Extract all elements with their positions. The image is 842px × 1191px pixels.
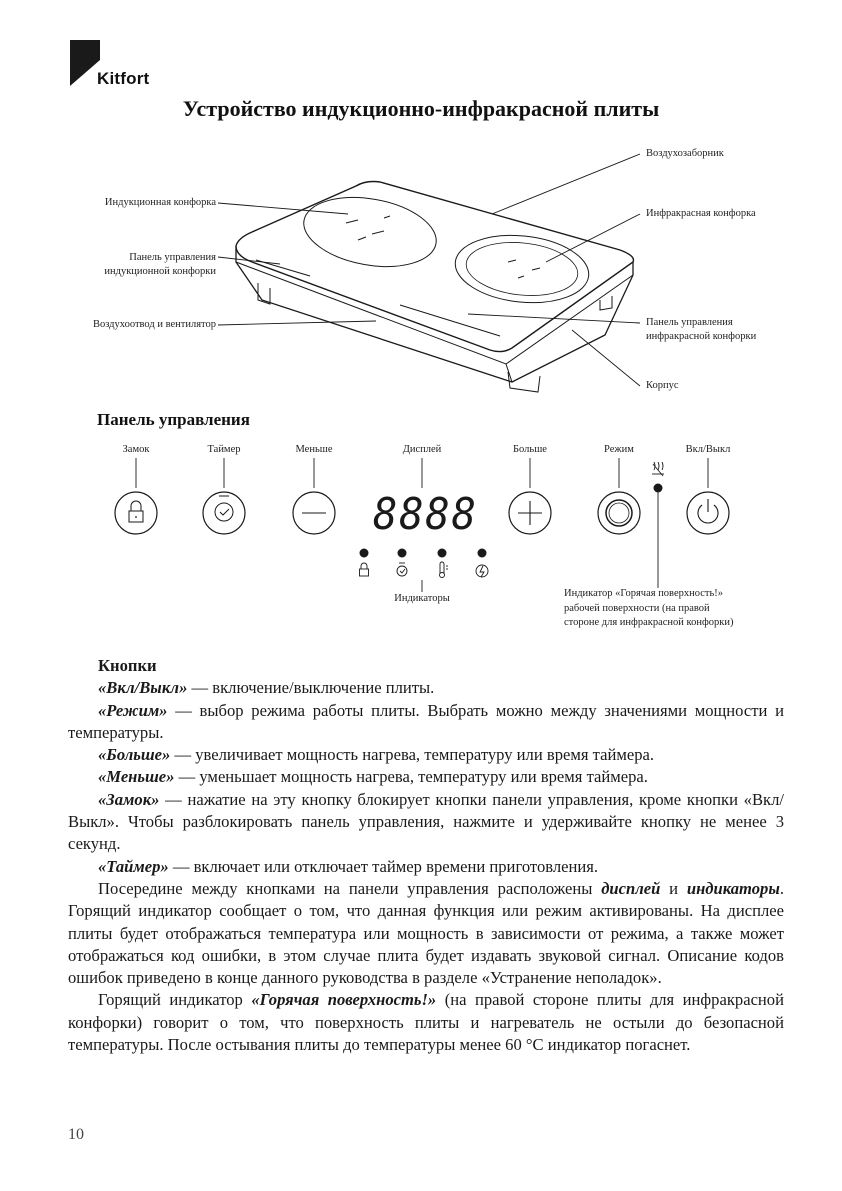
hot-surface-indicator [652,462,664,588]
para-hot-surface [68,989,784,1056]
display-digits: 8888 [373,489,478,540]
text-hot-1: Горящий индикатор [98,990,252,1010]
text-middle-1: Посередине между кнопками на панели управления расположены [98,878,602,898]
hot-surface-caption-line2: рабочей поверхности (на правой [564,602,710,614]
lock-button-label: Замок [122,444,150,455]
label-infrared-panel [646,316,756,344]
label-infrared-panel-line1: Панель управления [646,317,733,328]
para-power [68,677,784,699]
label-infrared-panel-line2: инфракрасной конфорки [646,331,757,342]
text-lock: — нажатие на эту кнопку блокирует кнопки панели управления, кроме кнопки «Вкл/Выкл». Чтобы разблокировать панель управления, нажмите и удерживайте кнопку не менее 3 секунд. [68,789,784,854]
text-middle-2: и [660,878,687,898]
label-body: Корпус [646,380,679,391]
text-mode: — выбор режима работы плиты. Выбрать можно между значениями мощности и температуры. [68,700,784,742]
label-induction-panel [104,251,216,279]
hot-surface-caption-line1: Индикатор «Горячая поверхность!» [564,588,724,599]
text-more: — увеличивает мощность нагрева, температуру или время таймера. [170,745,655,765]
term-more: «Больше» [98,745,171,765]
term-indicators: индикаторы [686,878,780,898]
term-timer: «Таймер» [98,856,169,876]
lock-button[interactable] [115,492,157,534]
indicator-lock [360,549,369,577]
buttons-heading: Кнопки [98,656,157,675]
text-power: — включение/выключение плиты. [187,678,435,698]
thermometer-icon [440,562,449,578]
timer-button[interactable] [203,492,245,534]
para-mode [68,700,784,745]
term-mode: «Режим» [98,700,168,720]
indicators-label: Индикаторы [394,593,450,604]
term-display: дисплей [601,878,661,898]
hot-surface-caption [564,587,734,631]
page-number: 10 [68,1126,84,1143]
more-button[interactable] [509,492,551,534]
text-hot-2: (на правой стороне плиты для инфракрасной конфорки) говорит о том, что поверхность плиты и нагреватель не остыли до безопасной температуры. После остывания плиты до температуры менее 60 °С индикатор погаснет. [68,990,784,1055]
para-less [68,766,784,788]
brand-name: Kitfort [97,69,150,88]
control-panel-heading: Панель управления [97,410,250,429]
less-button-label: Меньше [295,444,333,455]
indicator-temperature [438,549,449,578]
text-less: — уменьшает мощность нагрева, температуру или время таймера. [174,767,648,787]
label-induction-panel-line1: Панель управления [129,252,216,263]
less-button[interactable] [293,492,335,534]
hot-surface-caption-line3: стороне для инфракрасной конфорки) [564,617,734,628]
page-title: Устройство индукционно-инфракрасной плиты [182,96,660,121]
term-less: «Меньше» [98,767,175,787]
power-level-icon [476,565,488,577]
label-induction-panel-line2: индукционной конфорки [104,266,216,277]
power-button[interactable] [687,492,729,534]
para-more [68,744,784,766]
para-timer [68,856,784,878]
term-power: «Вкл/Выкл» [98,678,188,698]
indicator-timer [397,549,407,577]
term-lock: «Замок» [98,789,160,809]
label-infrared-burner: Инфракрасная конфорка [646,208,756,219]
hot-surface-icon [652,462,664,476]
buttons-description [68,655,784,1056]
text-timer: — включает или отключает таймер времени приготовления. [168,856,599,876]
term-hot-surface: «Горячая поверхность!» [251,990,437,1010]
power-button-label: Вкл/Выкл [685,444,731,455]
label-induction-burner: Индукционная конфорка [104,197,216,208]
indicator-power [476,549,488,578]
more-button-label: Больше [513,444,547,455]
para-lock [68,789,784,856]
label-air-intake: Воздухозаборник [646,148,724,159]
timer-button-label: Таймер [207,444,241,455]
lock-indicator-icon [360,563,369,576]
label-air-outlet: Воздухоотвод и вентилятор [92,319,216,330]
mode-button-label: Режим [604,444,634,455]
display-label: Дисплей [402,444,442,455]
text-middle-3: . Горящий индикатор сообщает о том, что данная функция или режим активированы. На дисплее плиты будет отображаться температура или мощность в зависимости от режима, а также может отображаться код ошибки, в этом случае плита будет издавать звуковой сигнал. Описание кодов ошибок приведено в конце данного руководства в разделе «Устранение неполадок». [68,878,784,988]
para-display [68,878,784,989]
mode-button[interactable] [598,492,640,534]
timer-indicator-icon [397,563,407,576]
